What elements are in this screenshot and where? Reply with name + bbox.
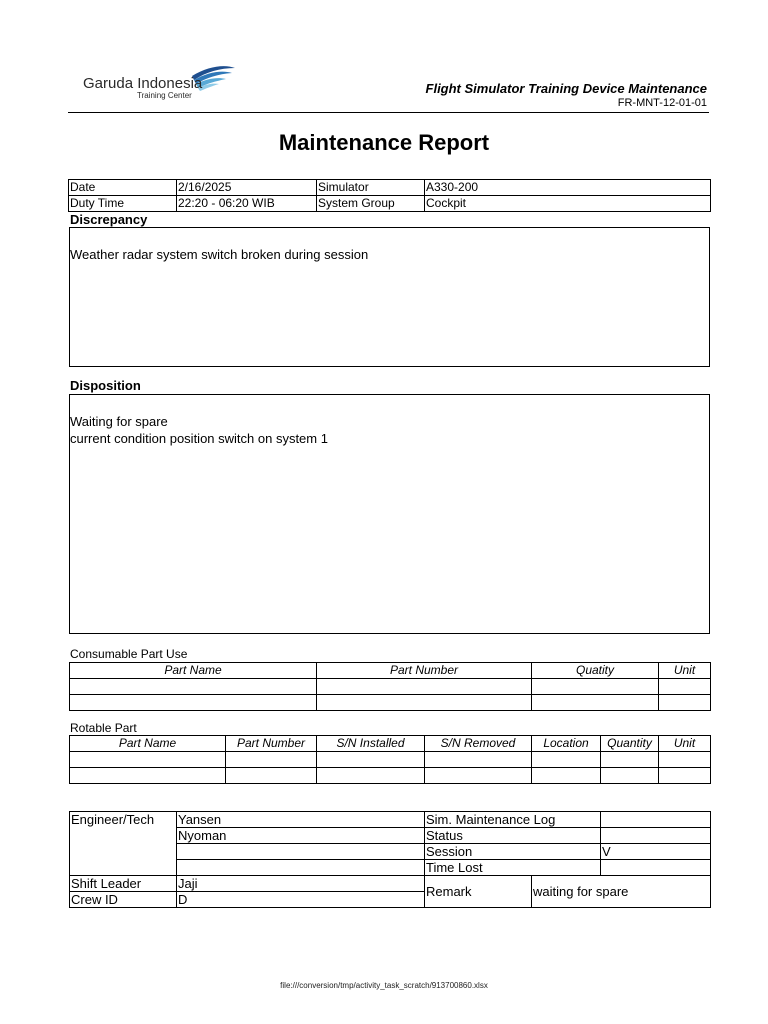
table-row <box>70 812 711 828</box>
duty-time-label: Duty Time <box>69 196 177 212</box>
table-row <box>70 679 711 695</box>
table-cell <box>317 695 532 711</box>
consumable-header-row <box>70 663 711 679</box>
table-cell <box>425 768 532 784</box>
crew-id-value: D <box>177 892 425 908</box>
engineer-label: Engineer/Tech <box>70 812 177 876</box>
table-cell <box>659 752 711 768</box>
column-header: S/N Removed <box>425 736 532 752</box>
info-table <box>68 179 711 212</box>
session-value: V <box>601 844 711 860</box>
table-cell <box>70 695 317 711</box>
table-cell <box>70 768 226 784</box>
rotable-table <box>69 735 711 784</box>
rotable-label: Rotable Part <box>70 721 137 735</box>
column-header: S/N Installed <box>317 736 425 752</box>
crew-id-label: Crew ID <box>70 892 177 908</box>
column-header: Quatity <box>532 663 659 679</box>
system-group-label: System Group <box>317 196 425 212</box>
consumable-table <box>69 662 711 711</box>
time-lost-label: Time Lost <box>425 860 601 876</box>
table-row <box>70 768 711 784</box>
date-label: Date <box>69 180 177 196</box>
column-header: Unit <box>659 736 711 752</box>
sim-maintenance-log-value <box>601 812 711 828</box>
sim-maintenance-log-label: Sim. Maintenance Log <box>425 812 601 828</box>
disposition-label: Disposition <box>70 378 141 393</box>
column-header: Part Number <box>317 663 532 679</box>
engineer-name: Nyoman <box>177 828 425 844</box>
table-cell <box>601 768 659 784</box>
form-header-title: Flight Simulator Training Device Maintenance <box>425 81 707 96</box>
info-row-duty <box>69 196 711 212</box>
time-lost-value <box>601 860 711 876</box>
disposition-box <box>69 394 710 634</box>
table-row <box>70 876 711 892</box>
page-title: Maintenance Report <box>278 130 490 155</box>
disposition-text-line: current condition position switch on system 1 <box>70 431 328 446</box>
date-value: 2/16/2025 <box>177 180 317 196</box>
rotable-header-row <box>70 736 711 752</box>
shift-leader-value: Jaji <box>177 876 425 892</box>
logo-subtitle: Training Center <box>137 91 192 100</box>
header-divider <box>68 112 709 113</box>
column-header: Part Number <box>226 736 317 752</box>
column-header: Part Name <box>70 736 226 752</box>
column-header: Quantity <box>601 736 659 752</box>
logo-wordmark: Garuda Indonesia <box>83 75 203 92</box>
table-cell <box>532 695 659 711</box>
column-header: Part Name <box>70 663 317 679</box>
remark-value: waiting for spare <box>532 876 711 908</box>
column-header: Location <box>532 736 601 752</box>
table-cell <box>532 768 601 784</box>
table-cell <box>226 752 317 768</box>
footer-file-path: file:///conversion/tmp/activity_task_scratch/913700860.xlsx <box>280 981 488 990</box>
duty-time-value: 22:20 - 06:20 WIB <box>177 196 317 212</box>
remark-label: Remark <box>425 876 532 908</box>
engineer-name <box>177 844 425 860</box>
engineer-name <box>177 860 425 876</box>
table-row <box>70 695 711 711</box>
table-cell <box>532 752 601 768</box>
system-group-value: Cockpit <box>425 196 711 212</box>
table-cell <box>317 768 425 784</box>
table-cell <box>70 679 317 695</box>
simulator-value: A330-200 <box>425 180 711 196</box>
info-row-date <box>69 180 711 196</box>
table-cell <box>659 695 711 711</box>
status-value <box>601 828 711 844</box>
engineer-name: Yansen <box>177 812 425 828</box>
discrepancy-text-line: Weather radar system switch broken during session <box>70 247 369 262</box>
disposition-text-line: Waiting for spare <box>70 414 168 429</box>
discrepancy-label: Discrepancy <box>70 212 148 227</box>
session-label: Session <box>425 844 601 860</box>
form-code: FR-MNT-12-01-01 <box>617 97 707 109</box>
shift-leader-label: Shift Leader <box>70 876 177 892</box>
simulator-label: Simulator <box>317 180 425 196</box>
column-header: Unit <box>659 663 711 679</box>
consumable-label: Consumable Part Use <box>70 647 188 661</box>
table-cell <box>659 679 711 695</box>
status-label: Status <box>425 828 601 844</box>
table-cell <box>70 752 226 768</box>
table-row <box>70 752 711 768</box>
table-cell <box>532 679 659 695</box>
table-cell <box>226 768 317 784</box>
signoff-table <box>69 811 711 908</box>
table-cell <box>317 752 425 768</box>
table-cell <box>659 768 711 784</box>
discrepancy-box <box>69 227 710 367</box>
table-cell <box>425 752 532 768</box>
table-cell <box>601 752 659 768</box>
table-cell <box>317 679 532 695</box>
